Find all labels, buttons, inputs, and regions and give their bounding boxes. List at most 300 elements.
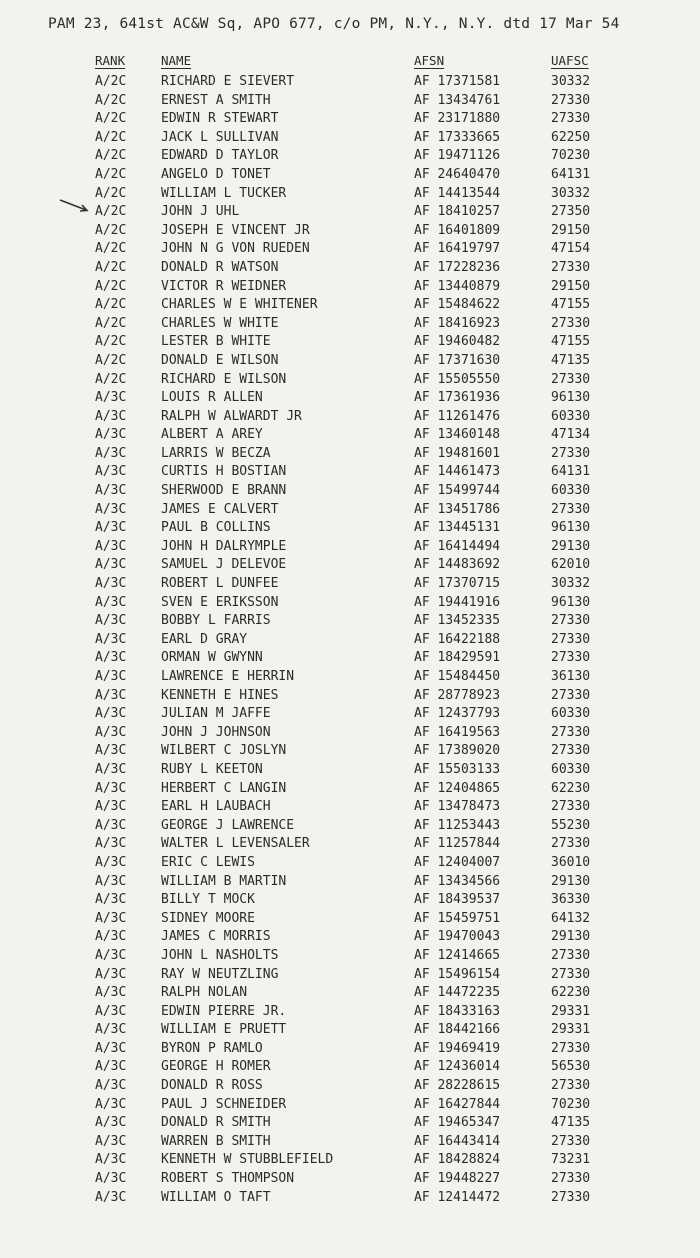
document-header: PAM 23, 641st AC&W Sq, APO 677, c/o PM, N.Y., N.Y. dtd 17 Mar 54 xyxy=(48,16,620,32)
uafsc-cell: 27330 xyxy=(551,966,591,982)
afsn-cell: AF 23171880 xyxy=(414,111,501,127)
rank-cell: A/3C xyxy=(95,557,127,573)
name-cell: JOSEPH E VINCENT JR xyxy=(161,222,310,238)
afsn-cell: AF 18428824 xyxy=(414,1152,501,1168)
afsn-cell: AF 17228236 xyxy=(414,259,501,275)
uafsc-cell: 64131 xyxy=(551,166,591,182)
table-row xyxy=(0,742,700,761)
afsn-cell: AF 16419797 xyxy=(414,241,501,257)
personnel-list xyxy=(0,73,700,1207)
table-row xyxy=(0,873,700,892)
uafsc-cell: 55230 xyxy=(551,817,591,833)
uafsc-cell: 27330 xyxy=(551,315,591,331)
table-row xyxy=(0,649,700,668)
table-row xyxy=(0,984,700,1003)
uafsc-cell: 60330 xyxy=(551,761,591,777)
table-row xyxy=(0,203,700,222)
uafsc-cell: 29150 xyxy=(551,222,591,238)
uafsc-cell: 56530 xyxy=(551,1059,591,1075)
afsn-cell: AF 13434566 xyxy=(414,873,501,889)
rank-cell: A/3C xyxy=(95,706,127,722)
name-cell: RUBY L KEETON xyxy=(161,761,263,777)
name-cell: HERBERT C LANGIN xyxy=(161,780,287,796)
afsn-cell: AF 19460482 xyxy=(414,334,501,350)
afsn-cell: AF 12436014 xyxy=(414,1059,501,1075)
afsn-cell: AF 16422188 xyxy=(414,631,501,647)
name-cell: GEORGE J LAWRENCE xyxy=(161,817,295,833)
table-row xyxy=(0,222,700,241)
table-row xyxy=(0,612,700,631)
name-cell: KENNETH E HINES xyxy=(161,687,279,703)
table-row xyxy=(0,1040,700,1059)
rank-cell: A/3C xyxy=(95,687,127,703)
afsn-cell: AF 11257844 xyxy=(414,836,501,852)
uafsc-cell: 96130 xyxy=(551,594,591,610)
name-cell: LESTER B WHITE xyxy=(161,334,271,350)
rank-cell: A/3C xyxy=(95,538,127,554)
afsn-cell: AF 12414665 xyxy=(414,947,501,963)
uafsc-cell: 96130 xyxy=(551,520,591,536)
table-row xyxy=(0,1114,700,1133)
name-cell: LARRIS W BECZA xyxy=(161,445,271,461)
table-row xyxy=(0,463,700,482)
afsn-cell: AF 19481601 xyxy=(414,445,501,461)
uafsc-cell: 30332 xyxy=(551,74,591,89)
uafsc-cell: 62230 xyxy=(551,780,591,796)
col-header-rank: RANK xyxy=(95,53,126,68)
afsn-cell: AF 15459751 xyxy=(414,910,501,926)
table-row xyxy=(0,482,700,501)
uafsc-cell: 47135 xyxy=(551,352,591,368)
afsn-cell: AF 18442166 xyxy=(414,1022,501,1038)
rank-cell: A/3C xyxy=(95,1189,127,1205)
name-cell: EDWARD D TAYLOR xyxy=(161,148,279,164)
name-cell: CHARLES W E WHITENER xyxy=(161,297,318,313)
name-cell: SAMUEL J DELEVOE xyxy=(161,557,287,573)
afsn-cell: AF 19471126 xyxy=(414,148,501,164)
uafsc-cell: 27330 xyxy=(551,947,591,963)
name-cell: JAMES C MORRIS xyxy=(161,929,271,945)
uafsc-cell: 27330 xyxy=(551,650,591,666)
rank-cell: A/2C xyxy=(95,241,127,257)
afsn-cell: AF 13478473 xyxy=(414,799,501,815)
uafsc-cell: 27330 xyxy=(551,836,591,852)
afsn-cell: AF 15499744 xyxy=(414,483,501,499)
rank-cell: A/3C xyxy=(95,724,127,740)
table-row xyxy=(0,835,700,854)
rank-cell: A/3C xyxy=(95,445,127,461)
rank-cell: A/3C xyxy=(95,947,127,963)
afsn-cell: AF 16443414 xyxy=(414,1133,501,1149)
table-row xyxy=(0,687,700,706)
afsn-cell: AF 17361936 xyxy=(414,390,501,406)
name-cell: DONALD R WATSON xyxy=(161,259,279,275)
afsn-cell: AF 13451786 xyxy=(414,501,501,517)
table-row xyxy=(0,278,700,297)
rank-cell: A/3C xyxy=(95,669,127,684)
rank-cell: A/3C xyxy=(95,1115,127,1131)
rank-cell: A/2C xyxy=(95,278,127,294)
name-cell: KENNETH W STUBBLEFIELD xyxy=(161,1152,334,1168)
uafsc-cell: 64131 xyxy=(551,464,591,480)
afsn-cell: AF 18439537 xyxy=(414,892,501,908)
rank-cell: A/2C xyxy=(95,111,127,127)
name-cell: ROBERT S THOMPSON xyxy=(161,1171,295,1187)
rank-cell: A/3C xyxy=(95,1003,127,1019)
uafsc-cell: 30332 xyxy=(551,576,591,592)
rank-cell: A/3C xyxy=(95,427,127,443)
name-cell: JACK L SULLIVAN xyxy=(161,129,279,145)
table-row xyxy=(0,166,700,185)
name-cell: RAY W NEUTZLING xyxy=(161,966,279,982)
uafsc-cell: 96130 xyxy=(551,390,591,406)
rank-cell: A/2C xyxy=(95,185,127,201)
rank-cell: A/2C xyxy=(95,352,127,368)
table-row xyxy=(0,408,700,427)
name-cell: BYRON P RAMLO xyxy=(161,1040,263,1056)
rank-cell: A/3C xyxy=(95,1171,127,1187)
table-row xyxy=(0,631,700,650)
name-cell: WALTER L LEVENSALER xyxy=(161,836,310,852)
afsn-cell: AF 17389020 xyxy=(414,743,501,759)
rank-cell: A/3C xyxy=(95,1040,127,1056)
uafsc-cell: 36330 xyxy=(551,892,591,908)
uafsc-cell: 47155 xyxy=(551,334,591,350)
name-cell: CHARLES W WHITE xyxy=(161,315,279,331)
uafsc-cell: 64132 xyxy=(551,910,591,926)
name-cell: EARL D GRAY xyxy=(161,631,248,647)
rank-cell: A/2C xyxy=(95,92,127,108)
table-row xyxy=(0,1058,700,1077)
afsn-cell: AF 11261476 xyxy=(414,408,501,424)
table-row xyxy=(0,147,700,166)
afsn-cell: AF 13460148 xyxy=(414,427,501,443)
name-cell: JULIAN M JAFFE xyxy=(161,706,271,722)
table-row xyxy=(0,110,700,129)
uafsc-cell: 27330 xyxy=(551,631,591,647)
rank-cell: A/3C xyxy=(95,966,127,982)
table-row xyxy=(0,724,700,743)
uafsc-cell: 70230 xyxy=(551,1096,591,1112)
table-row xyxy=(0,798,700,817)
afsn-cell: AF 12414472 xyxy=(414,1189,501,1205)
table-row xyxy=(0,928,700,947)
afsn-cell: AF 19448227 xyxy=(414,1171,501,1187)
name-cell: DONALD R SMITH xyxy=(161,1115,271,1131)
name-cell: SIDNEY MOORE xyxy=(161,910,255,926)
rank-cell: A/2C xyxy=(95,297,127,313)
afsn-cell: AF 12404865 xyxy=(414,780,501,796)
rank-cell: A/2C xyxy=(95,222,127,238)
uafsc-cell: 27330 xyxy=(551,1133,591,1149)
uafsc-cell: 27330 xyxy=(551,1189,591,1205)
uafsc-cell: 70230 xyxy=(551,148,591,164)
rank-cell: A/2C xyxy=(95,315,127,331)
name-cell: CURTIS H BOSTIAN xyxy=(161,464,287,480)
table-row xyxy=(0,1077,700,1096)
uafsc-cell: 29130 xyxy=(551,538,591,554)
uafsc-cell: 27330 xyxy=(551,613,591,629)
table-row xyxy=(0,371,700,390)
table-row xyxy=(0,854,700,873)
table-row xyxy=(0,947,700,966)
table-row xyxy=(0,891,700,910)
rank-cell: A/2C xyxy=(95,129,127,145)
uafsc-cell: 29331 xyxy=(551,1003,591,1019)
uafsc-cell: 47135 xyxy=(551,1115,591,1131)
name-cell: SVEN E ERIKSSON xyxy=(161,594,279,610)
rank-cell: A/2C xyxy=(95,204,127,220)
name-cell: WILLIAM L TUCKER xyxy=(161,185,287,201)
afsn-cell: AF 14413544 xyxy=(414,185,501,201)
col-header-afsn: AFSN xyxy=(414,53,445,68)
table-row xyxy=(0,315,700,334)
table-row xyxy=(0,780,700,799)
rank-cell: A/3C xyxy=(95,594,127,610)
afsn-cell: AF 19470043 xyxy=(414,929,501,945)
name-cell: WILLIAM B MARTIN xyxy=(161,873,287,889)
table-row xyxy=(0,426,700,445)
uafsc-cell: 47155 xyxy=(551,297,591,313)
afsn-cell: AF 15503133 xyxy=(414,761,501,777)
table-row xyxy=(0,352,700,371)
afsn-cell: AF 14461473 xyxy=(414,464,501,480)
col-header-name: NAME xyxy=(161,53,192,68)
name-cell: PAUL J SCHNEIDER xyxy=(161,1096,287,1112)
uafsc-cell: 27330 xyxy=(551,501,591,517)
table-row xyxy=(0,910,700,929)
table-row xyxy=(0,761,700,780)
table-row xyxy=(0,296,700,315)
uafsc-cell: 47134 xyxy=(551,427,591,443)
table-row xyxy=(0,1021,700,1040)
afsn-cell: AF 14483692 xyxy=(414,557,501,573)
afsn-cell: AF 17371581 xyxy=(414,74,501,89)
rank-cell: A/3C xyxy=(95,910,127,926)
name-cell: VICTOR R WEIDNER xyxy=(161,278,287,294)
uafsc-cell: 27330 xyxy=(551,445,591,461)
afsn-cell: AF 28228615 xyxy=(414,1078,501,1094)
name-cell: RICHARD E WILSON xyxy=(161,371,287,387)
rank-cell: A/3C xyxy=(95,1059,127,1075)
uafsc-cell: 29150 xyxy=(551,278,591,294)
name-cell: PAUL B COLLINS xyxy=(161,520,271,536)
rank-cell: A/3C xyxy=(95,1078,127,1094)
uafsc-cell: 73231 xyxy=(551,1152,591,1168)
name-cell: JOHN L NASHOLTS xyxy=(161,947,279,963)
name-cell: WILBERT C JOSLYN xyxy=(161,743,287,759)
uafsc-cell: 36010 xyxy=(551,854,591,870)
uafsc-cell: 60330 xyxy=(551,408,591,424)
rank-cell: A/3C xyxy=(95,576,127,592)
table-row xyxy=(0,668,700,687)
afsn-cell: AF 24640470 xyxy=(414,166,501,182)
name-cell: ORMAN W GWYNN xyxy=(161,650,263,666)
afsn-cell: AF 18429591 xyxy=(414,650,501,666)
uafsc-cell: 62250 xyxy=(551,129,591,145)
afsn-cell: AF 28778923 xyxy=(414,687,501,703)
table-row xyxy=(0,538,700,557)
uafsc-cell: 27330 xyxy=(551,724,591,740)
uafsc-cell: 29331 xyxy=(551,1022,591,1038)
name-cell: LOUIS R ALLEN xyxy=(161,390,263,406)
col-header-uafsc: UAFSC xyxy=(551,53,589,68)
afsn-cell: AF 15505550 xyxy=(414,371,501,387)
name-cell: JOHN N G VON RUEDEN xyxy=(161,241,310,257)
table-row xyxy=(0,1096,700,1115)
name-cell: ROBERT L DUNFEE xyxy=(161,576,279,592)
name-cell: LAWRENCE E HERRIN xyxy=(161,669,295,684)
rank-cell: A/2C xyxy=(95,148,127,164)
afsn-cell: AF 16414494 xyxy=(414,538,501,554)
afsn-cell: AF 12404007 xyxy=(414,854,501,870)
afsn-cell: AF 17370715 xyxy=(414,576,501,592)
table-row xyxy=(0,445,700,464)
afsn-cell: AF 16419563 xyxy=(414,724,501,740)
name-cell: DONALD R ROSS xyxy=(161,1078,263,1094)
uafsc-cell: 47154 xyxy=(551,241,591,257)
rank-cell: A/3C xyxy=(95,1096,127,1112)
table-row xyxy=(0,817,700,836)
uafsc-cell: 27350 xyxy=(551,204,591,220)
uafsc-cell: 62010 xyxy=(551,557,591,573)
table-row xyxy=(0,1170,700,1189)
rank-cell: A/3C xyxy=(95,799,127,815)
afsn-cell: AF 15484450 xyxy=(414,669,501,684)
uafsc-cell: 29130 xyxy=(551,929,591,945)
name-cell: RICHARD E SIEVERT xyxy=(161,74,295,89)
uafsc-cell: 36130 xyxy=(551,669,591,684)
name-cell: WARREN B SMITH xyxy=(161,1133,271,1149)
uafsc-cell: 27330 xyxy=(551,371,591,387)
table-row xyxy=(0,501,700,520)
table-row xyxy=(0,389,700,408)
name-cell: RALPH W ALWARDT JR xyxy=(161,408,302,424)
uafsc-cell: 27330 xyxy=(551,1078,591,1094)
table-row xyxy=(0,1133,700,1152)
uafsc-cell: 27330 xyxy=(551,1040,591,1056)
name-cell: EARL H LAUBACH xyxy=(161,799,271,815)
rank-cell: A/3C xyxy=(95,650,127,666)
table-row xyxy=(0,1151,700,1170)
afsn-cell: AF 13434761 xyxy=(414,92,501,108)
afsn-cell: AF 17371630 xyxy=(414,352,501,368)
afsn-cell: AF 18410257 xyxy=(414,204,501,220)
rank-cell: A/3C xyxy=(95,929,127,945)
uafsc-cell: 27330 xyxy=(551,743,591,759)
rank-cell: A/3C xyxy=(95,817,127,833)
afsn-cell: AF 11253443 xyxy=(414,817,501,833)
rank-cell: A/3C xyxy=(95,836,127,852)
table-row xyxy=(0,259,700,278)
rank-cell: A/3C xyxy=(95,1133,127,1149)
name-cell: ERIC C LEWIS xyxy=(161,854,255,870)
table-row xyxy=(0,1003,700,1022)
rank-cell: A/3C xyxy=(95,854,127,870)
uafsc-cell: 27330 xyxy=(551,111,591,127)
table-row xyxy=(0,333,700,352)
table-row xyxy=(0,129,700,148)
uafsc-cell: 27330 xyxy=(551,259,591,275)
rank-cell: A/3C xyxy=(95,985,127,1001)
afsn-cell: AF 18416923 xyxy=(414,315,501,331)
afsn-cell: AF 14472235 xyxy=(414,985,501,1001)
rank-cell: A/3C xyxy=(95,501,127,517)
table-row xyxy=(0,240,700,259)
table-row xyxy=(0,575,700,594)
name-cell: ALBERT A AREY xyxy=(161,427,263,443)
afsn-cell: AF 13452335 xyxy=(414,613,501,629)
rank-cell: A/3C xyxy=(95,483,127,499)
table-row xyxy=(0,92,700,111)
rank-cell: A/3C xyxy=(95,873,127,889)
table-row xyxy=(0,556,700,575)
rank-cell: A/3C xyxy=(95,631,127,647)
rank-cell: A/3C xyxy=(95,743,127,759)
rank-cell: A/3C xyxy=(95,520,127,536)
rank-cell: A/2C xyxy=(95,371,127,387)
name-cell: DONALD E WILSON xyxy=(161,352,279,368)
rank-cell: A/2C xyxy=(95,74,127,89)
rank-cell: A/3C xyxy=(95,408,127,424)
name-cell: JOHN H DALRYMPLE xyxy=(161,538,287,554)
table-row xyxy=(0,1189,700,1208)
uafsc-cell: 30332 xyxy=(551,185,591,201)
uafsc-cell: 27330 xyxy=(551,92,591,108)
uafsc-cell: 27330 xyxy=(551,1171,591,1187)
table-row xyxy=(0,705,700,724)
name-cell: JAMES E CALVERT xyxy=(161,501,279,517)
rank-cell: A/3C xyxy=(95,1152,127,1168)
afsn-cell: AF 13440879 xyxy=(414,278,501,294)
name-cell: BOBBY L FARRIS xyxy=(161,613,271,629)
name-cell: EDWIN PIERRE JR. xyxy=(161,1003,287,1019)
name-cell: WILLIAM O TAFT xyxy=(161,1189,271,1205)
rank-cell: A/2C xyxy=(95,334,127,350)
rank-cell: A/3C xyxy=(95,390,127,406)
name-cell: EDWIN R STEWART xyxy=(161,111,279,127)
uafsc-cell: 62230 xyxy=(551,985,591,1001)
uafsc-cell: 27330 xyxy=(551,799,591,815)
afsn-cell: AF 19465347 xyxy=(414,1115,501,1131)
name-cell: ANGELO D TONET xyxy=(161,166,271,182)
table-row xyxy=(0,966,700,985)
afsn-cell: AF 13445131 xyxy=(414,520,501,536)
afsn-cell: AF 15496154 xyxy=(414,966,501,982)
rank-cell: A/3C xyxy=(95,780,127,796)
rank-cell: A/3C xyxy=(95,761,127,777)
name-cell: BILLY T MOCK xyxy=(161,892,255,908)
afsn-cell: AF 19441916 xyxy=(414,594,501,610)
afsn-cell: AF 17333665 xyxy=(414,129,501,145)
name-cell: GEORGE H ROMER xyxy=(161,1059,271,1075)
name-cell: WILLIAM E PRUETT xyxy=(161,1022,287,1038)
rank-cell: A/3C xyxy=(95,892,127,908)
table-row xyxy=(0,73,700,92)
rank-cell: A/3C xyxy=(95,613,127,629)
afsn-cell: AF 16401809 xyxy=(414,222,501,238)
uafsc-cell: 27330 xyxy=(551,687,591,703)
afsn-cell: AF 18433163 xyxy=(414,1003,501,1019)
uafsc-cell: 60330 xyxy=(551,706,591,722)
uafsc-cell: 60330 xyxy=(551,483,591,499)
rank-cell: A/2C xyxy=(95,166,127,182)
uafsc-cell: 29130 xyxy=(551,873,591,889)
afsn-cell: AF 16427844 xyxy=(414,1096,501,1112)
name-cell: ERNEST A SMITH xyxy=(161,92,271,108)
name-cell: JOHN J UHL xyxy=(161,204,240,220)
name-cell: JOHN J JOHNSON xyxy=(161,724,271,740)
